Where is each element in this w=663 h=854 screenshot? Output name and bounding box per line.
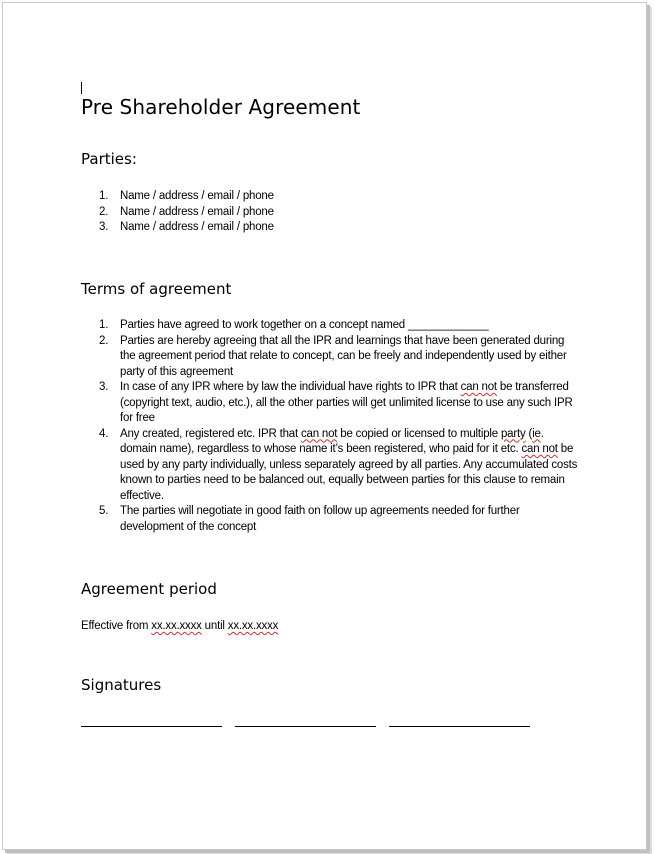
text-cursor [81,82,82,94]
list-item: 4. Any created, registered etc. IPR that can not be copied or licensed to multiple party (ie. domain name), regardless to whose name it’s been registered, who paid for it etc. can not be used by any party individually, unless separately agreed by all parties. Any accumulated costs known to parties need to be balanced out, equally between parties for this clause to remain effective. [99,427,578,502]
effective-from-date: xx.xx.xxxx [151,620,202,632]
period-heading: Agreement period [81,580,217,598]
list-item: 1. Parties have agreed to work together on a concept named _____________ [99,319,489,331]
parties-heading: Parties: [81,150,137,168]
list-item: 2. Parties are hereby agreeing that all the IPR and learnings that have been generated during the agreement period that relate to concept, can be freely and independently used by either party of this agreement [99,334,567,378]
terms-heading: Terms of agreement [81,280,232,298]
effective-until-date: xx.xx.xxxx [227,620,279,632]
list-item: 3. In case of any IPR where by law the individual have rights to IPR that can not be transferred (copyright text, audio, etc.), all the other parties will get unlimited license to use any such IPR for free [99,381,573,424]
signature-line-1 [81,726,222,727]
parties-list [81,189,581,236]
effective-period-text: Effective from xx.xx.xxxx until xx.xx.xxxx [81,620,279,632]
terms-list [81,318,581,535]
signatures-heading: Signatures [81,676,162,694]
list-item: 1. Name / address / email / phone [99,190,274,202]
document-title: Pre Shareholder Agreement [81,95,361,119]
signature-line-3 [389,726,530,727]
list-item: 2. Name / address / email / phone [99,205,274,218]
list-item: 3. Name / address / email / phone [99,221,274,233]
list-item: 5. The parties will negotiate in good faith on follow up agreements needed for further development of the concept [99,505,520,533]
signature-line-2 [235,726,376,727]
